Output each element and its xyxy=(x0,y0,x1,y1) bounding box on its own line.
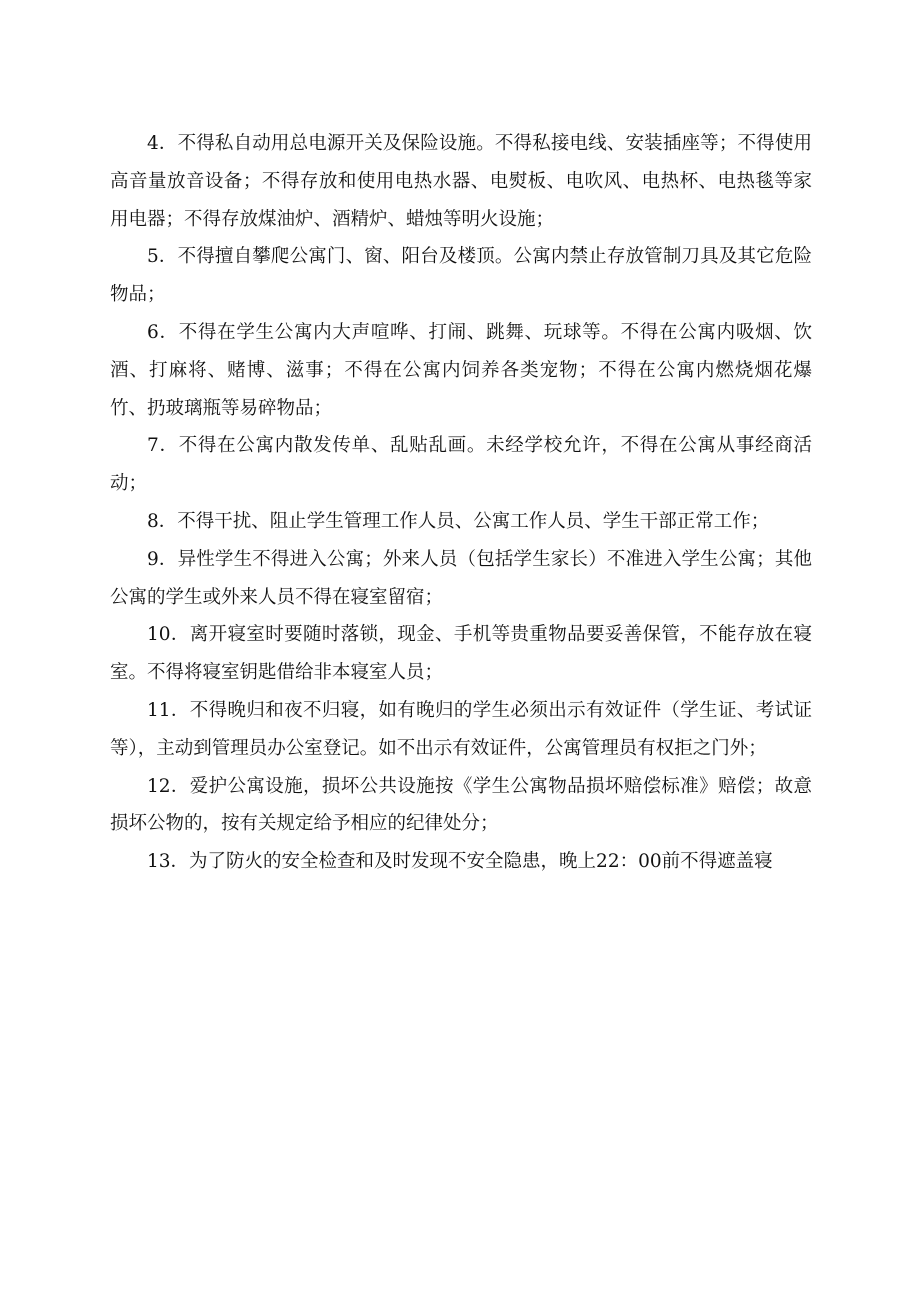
rule-paragraph-13: 13．为了防火的安全检查和及时发现不安全隐患，晚上22：00前不得遮盖寝 xyxy=(147,851,773,873)
rule-paragraph-4: 4．不得私自动用总电源开关及保险设施。不得私接电线、安装插座等；不得使用高音量放音设备；不得存放和使用电热水器、电熨板、电吹风、电热杯、电热毯等家用电器；不得存放煤油炉、酒精炉、蜡烛等明火设施； xyxy=(110,133,812,230)
rule-paragraph-9: 9．异性学生不得进入公寓；外来人员（包括学生家长）不准进入学生公寓；其他公寓的学生或外来人员不得在寝室留宿； xyxy=(110,548,812,608)
rule-paragraph-10: 10．离开寝室时要随时落锁，现金、手机等贵重物品要妥善保管，不能存放在寝室。不得将寝室钥匙借给非本寝室人员； xyxy=(110,624,812,684)
rule-paragraph-8: 8．不得干扰、阻止学生管理工作人员、公寓工作人员、学生干部正常工作； xyxy=(147,510,770,532)
rule-paragraph-11: 11．不得晚归和夜不归寝，如有晚归的学生必须出示有效证件（学生证、考试证等），主动到管理员办公室登记。如不出示有效证件，公寓管理员有权拒之门外； xyxy=(110,699,812,759)
rule-paragraph-6: 6．不得在学生公寓内大声喧哗、打闹、跳舞、玩球等。不得在公寓内吸烟、饮酒、打麻将、赌博、滋事；不得在公寓内饲养各类宠物；不得在公寓内燃烧烟花爆竹、扔玻璃瓶等易碎物品； xyxy=(110,321,812,419)
rule-paragraph-12: 12．爱护公寓设施，损坏公共设施按《学生公寓物品损坏赔偿标准》赔偿；故意损坏公物的，按有关规定给予相应的纪律处分； xyxy=(110,775,812,835)
rule-paragraph-7: 7．不得在公寓内散发传单、乱贴乱画。未经学校允许，不得在公寓从事经商活动； xyxy=(110,435,812,495)
rule-paragraph-5: 5．不得擅自攀爬公寓门、窗、阳台及楼顶。公寓内禁止存放管制刀具及其它危险物品； xyxy=(110,246,812,306)
document-body xyxy=(110,125,812,881)
